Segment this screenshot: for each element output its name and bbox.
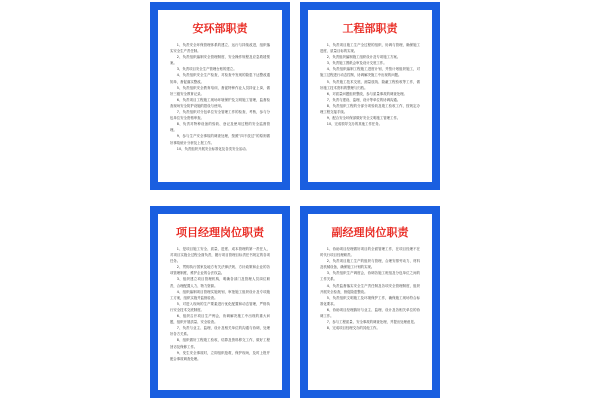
duty-item: 2、负责项目施工生产的组织与管理，合理安排劳动力、材料及机械设备，确保施工计划的实现。 (320, 259, 420, 270)
duty-item: 4、组织编制项目管理实施规划，审批施工组织设计及专项施工方案，组织实施并监督检查。 (170, 289, 270, 300)
board-title: 项目经理岗位职责 (176, 226, 264, 239)
duty-item: 6、对质量问题组织整改，参与质量事故的调查处理。 (326, 91, 407, 96)
duty-item: 4、负责监督落实安全生产责任制及各项安全管理制度，组织开展安全检查，督促隐患整改。 (320, 283, 420, 294)
duty-item: 5、负责组织安全教育培训，督促特种作业人员持证上岗，做好三级安全教育记录。 (170, 85, 270, 96)
duty-item: 5、对进入现场的生产要素进行优化配置和动态管理，严格执行安全技术交底制度。 (170, 301, 270, 312)
duty-board-project-manager (150, 206, 290, 398)
duty-item: 8、负责组织工程的分部分项验收及竣工验收工作，按规定办理工程交接手续。 (320, 103, 420, 115)
board-body (170, 42, 270, 152)
duty-item: 2、负责组织编制安全管理制度、安全操作规程及应急救援预案。 (170, 55, 270, 66)
duty-item: 4、负责组织编制工程施工进度计划，并按计划组织施工，对施工过程进行动态控制，协调解决施工中出现的问题。 (320, 67, 420, 78)
duty-item: 2、贯彻执行国家及地方有关法律法规、方针政策和企业的各项管理制度，维护企业的合法权益。 (170, 265, 270, 276)
duty-item: 3、负责组织生产调度会，协调各施工班组及分包单位之间的工作关系。 (320, 271, 420, 282)
duty-board-safety-env (150, 2, 290, 190)
duty-item: 4、负责组织安全生产检查，对检查中发现的隐患下达整改通知单，督促落实整改。 (170, 73, 270, 84)
duty-item: 5、负责组织文明施工及环境保护工作，确保施工现场符合标准化要求。 (320, 295, 420, 306)
duty-item: 7、负责组织对分包单位安全管理工作的检查、考核，参与分包单位安全资格审查。 (170, 110, 270, 121)
duty-item: 2、负责组织编制施工组织设计及专项施工方案。 (326, 55, 401, 60)
duty-item: 10、完成领导交办的其他工作任务。 (326, 122, 382, 127)
duty-item: 9、发生安全事故时，立即组织抢救，保护现场，及时上报并配合事故调查处理。 (170, 350, 270, 361)
board-body (320, 246, 420, 331)
duty-item: 6、组织召开项目生产例会，协调解决施工中出现的重大问题，组织开展质量、安全检查。 (170, 314, 270, 325)
board-title: 安环部职责 (192, 22, 248, 35)
board-title: 副经理岗位职责 (331, 226, 409, 239)
board-body (170, 246, 270, 362)
duty-item: 6、负责项目工程施工现场环境保护及文明施工管理，监督检查现场安全防护设施的搭设与使用。 (170, 97, 270, 108)
duty-item: 9、参与生产安全事故的调查处理，按照“四不放过”的原则做好事故统计分析及上报工作。 (170, 134, 270, 145)
duty-board-deputy-manager (300, 206, 440, 398)
duty-item: 7、负责与业主、监理、设计及相关单位的沟通与协调，处理好各方关系。 (170, 326, 270, 337)
duty-item: 8、完成项目经理交办的其他工作。 (326, 326, 380, 331)
duty-item: 9、配合安全环保部做好安全文明施工管理工作。 (326, 116, 401, 121)
duty-item: 1、负责项目施工生产全过程的组织、协调与管理，确保施工进度、质量目标的实现。 (320, 43, 420, 54)
duty-item: 3、负责项目安全生产管理台账的建立。 (176, 67, 237, 72)
duty-item: 8、负责对特种设备的验收、登记及使用过程的安全监督管理。 (170, 122, 270, 133)
duty-item: 8、组织做好工程竣工验收、结算及资料移交工作，做好工程回访及保修工作。 (170, 338, 270, 349)
duty-item: 7、负责与建设、监理、设计等单位的协调沟通。 (326, 97, 401, 102)
duty-item: 3、负责施工图纸会审及设计交底工作。 (326, 61, 387, 66)
duty-item: 3、组织建立项目管理机构，明确各部门及管理人员岗位职责，合理配置人力、物力资源。 (170, 277, 270, 288)
duty-item: 1、是项目施工安全、质量、进度、成本管理的第一责任人，对项目实施全过程全面负责，履行项目管理目标责任书规定的各项任务。 (170, 247, 270, 264)
duty-item: 5、负责施工技术交底、测量放线、隐蔽工程验收等工作，做好施工技术资料的整理与归档。 (320, 79, 420, 90)
duty-item: 10、负责组织开展安全标准化及各类安全活动。 (176, 146, 249, 151)
duty-item: 7、参与工程质量、安全事故的调查处理，并提出处理意见。 (326, 320, 418, 325)
duty-board-engineering (300, 2, 440, 190)
board-title: 工程部职责 (342, 22, 398, 35)
duty-item: 1、负责安全环保管理体系的建立、运行与持续改进，组织落实安全生产责任制。 (170, 43, 270, 54)
duty-item: 1、协助项目经理做好项目的全面管理工作，在项目经理不在时代行项目经理职责。 (320, 247, 420, 258)
duty-item: 6、协助项目经理搞好与业主、监理、设计及各相关单位的协调工作。 (320, 307, 420, 319)
board-body (320, 42, 420, 127)
